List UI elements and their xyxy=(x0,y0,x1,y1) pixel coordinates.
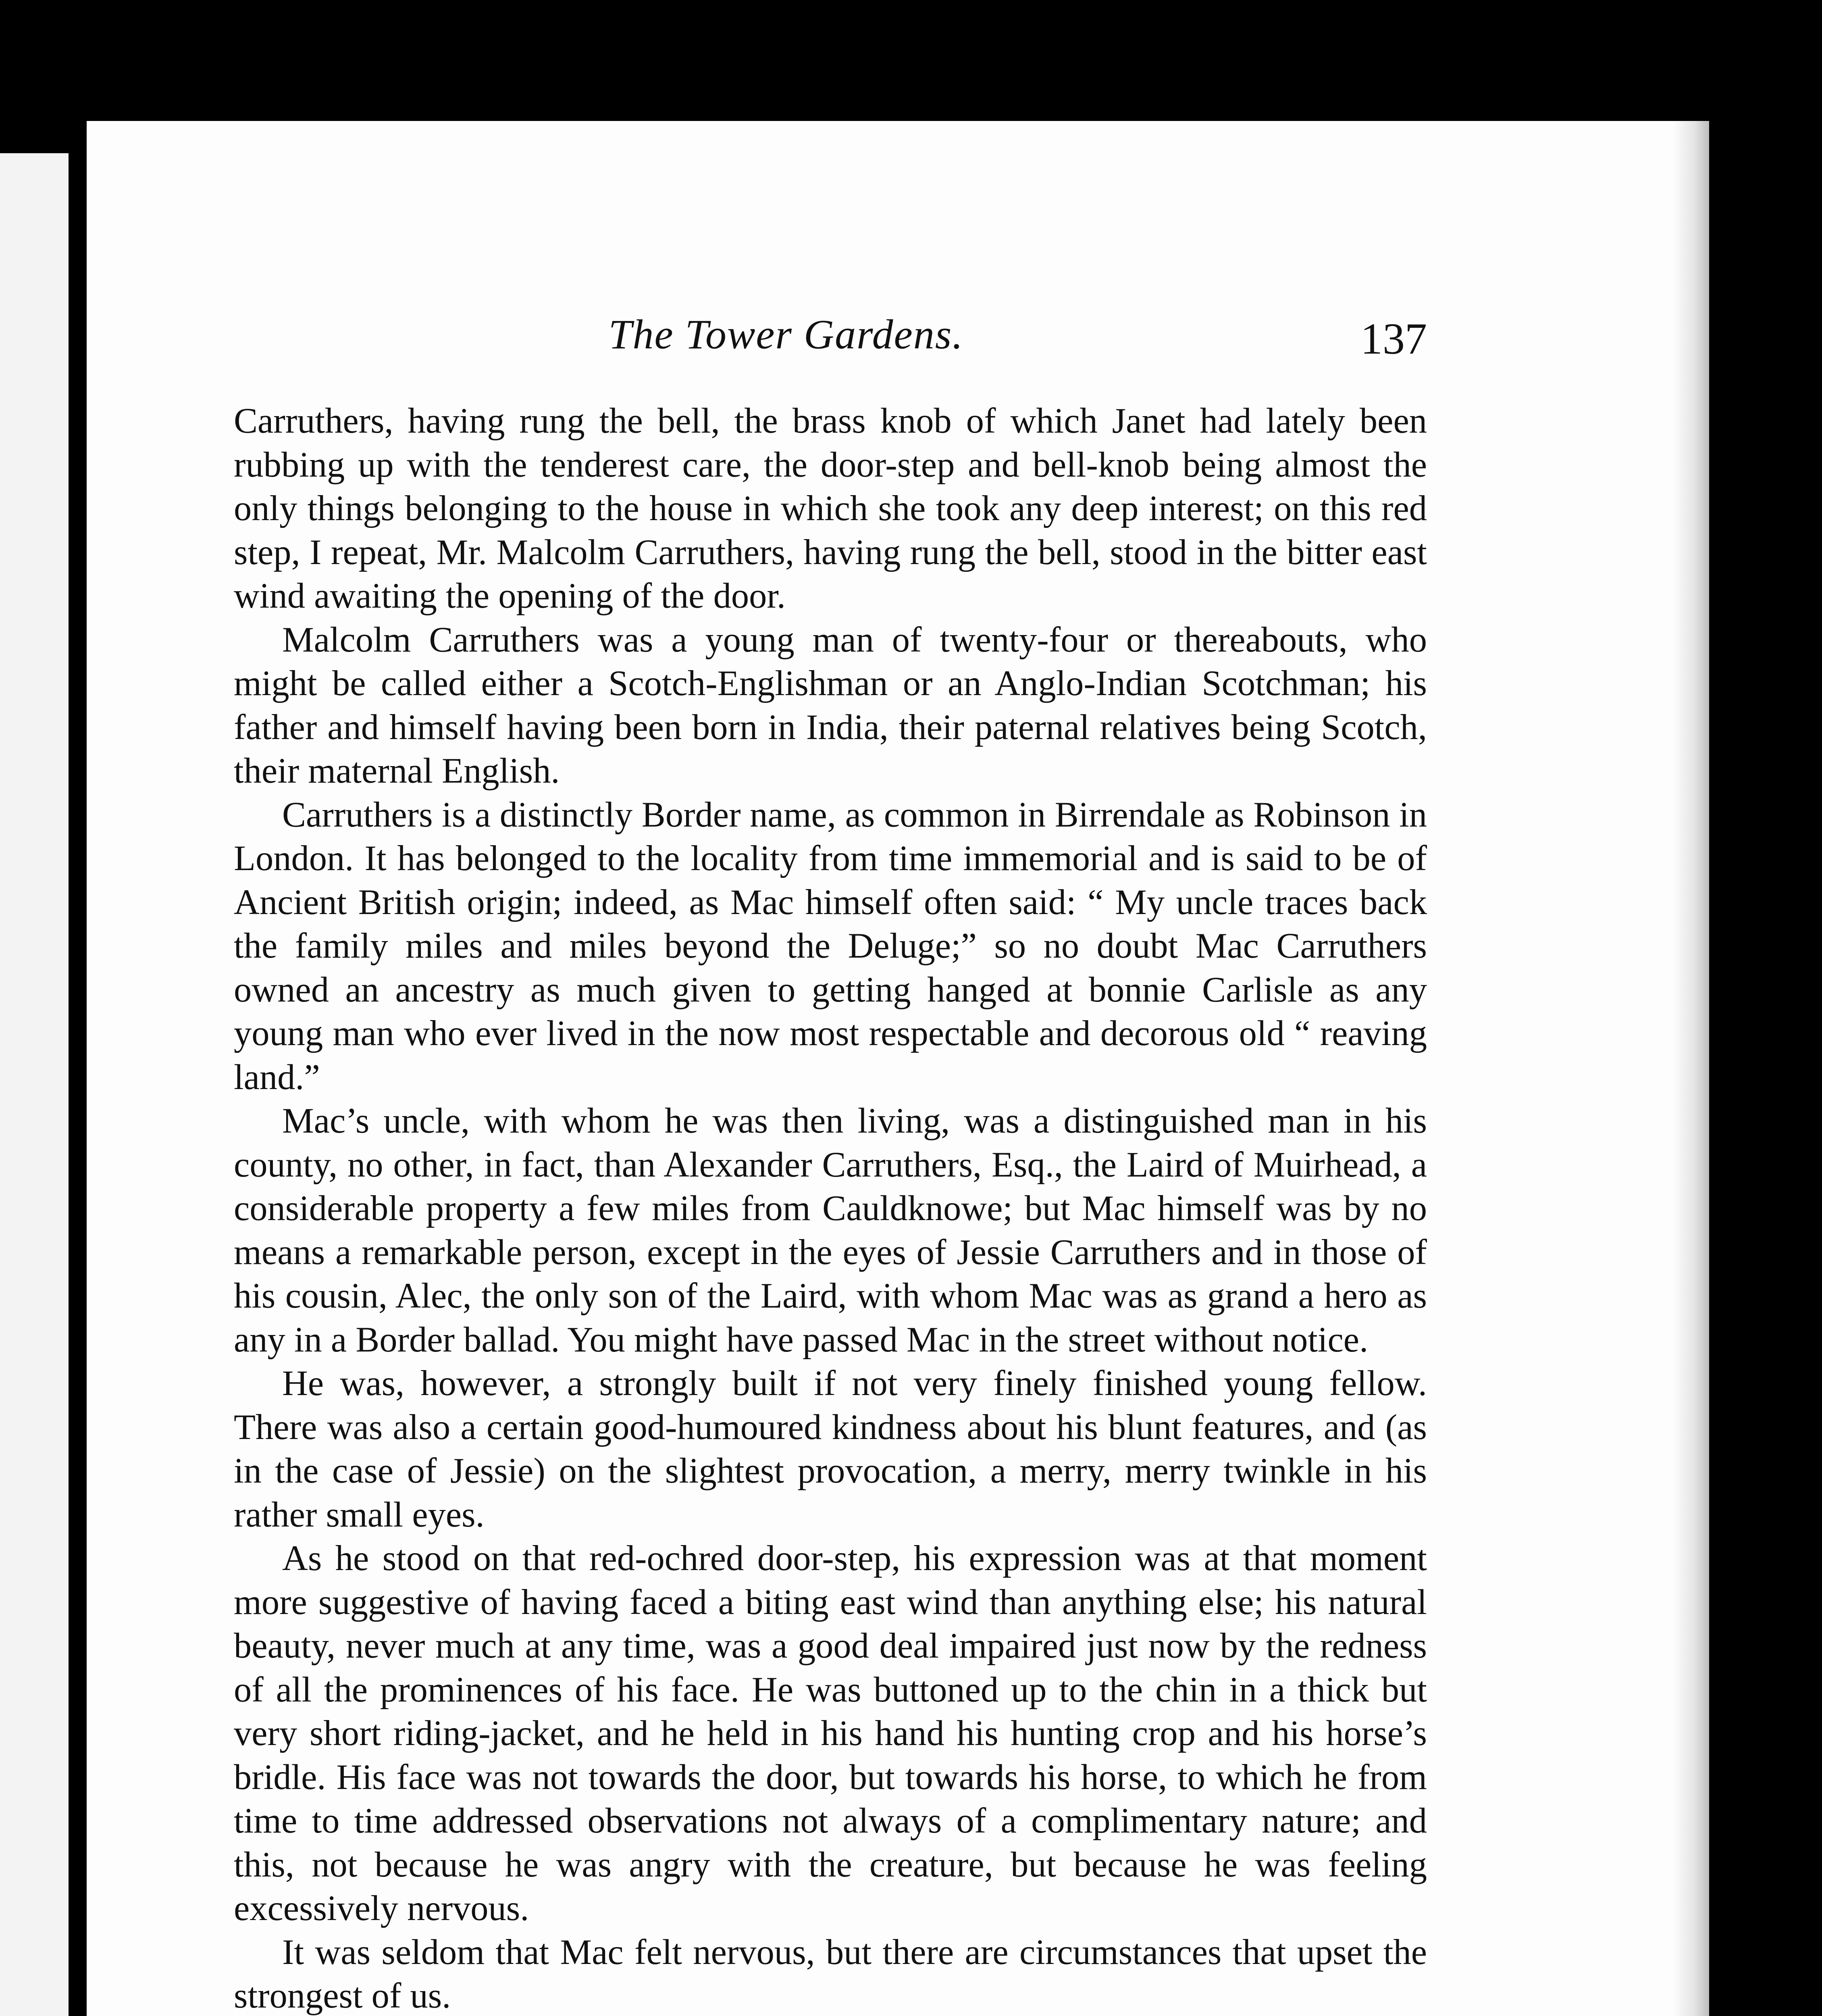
page-number: 137 xyxy=(1360,314,1427,363)
page-edge-shadow xyxy=(1673,121,1709,2016)
previous-page-edge xyxy=(0,153,69,2016)
running-header xyxy=(145,194,1427,363)
paragraph: Malcolm Carruthers was a young man of twenty-four or thereabouts, who might be called either a Scotch-Englishman or an Anglo-Indian Scotchman; his father and himself having been born in India, their paternal relatives being Scotch, their maternal English. xyxy=(234,620,1427,791)
body-text xyxy=(234,399,1427,2016)
running-header-title: The Tower Gardens. xyxy=(608,311,964,358)
paragraph: As he stood on that red-ochred door-step, his expression was at that moment more suggestive of having faced a biting east wind than anything else; his natural beauty, never much at any time, was a good deal impaired just now by the redness of all the prominences of his face. He was buttoned up to the chin in a thick but very short riding-jacket, and he held in his hand his hunting crop and his horse’s bridle. His face was not towards the door, but towards his horse, to which he from time to time addressed observations not always of a complimentary nature; and this, not because he was angry with the creature, but because he was feeling excessively nervous. xyxy=(234,1539,1427,1928)
paragraph: Carruthers, having rung the bell, the brass knob of which Janet had lately been rubbing up with the tenderest care, the door-step and bell-knob being almost the only things belonging to the house in which she took any deep interest; on this red step, I repeat, Mr. Malcolm Carruthers, having rung the bell, stood in the bitter east wind awaiting the opening of the door. xyxy=(234,401,1427,616)
paragraph: It was seldom that Mac felt nervous, but there are circumstances that upset the strongest of us. xyxy=(234,1932,1427,2016)
paragraph: He was, however, a strongly built if not very finely finished young fellow. There was also a certain good-humoured kindness about his blunt features, and (as in the case of Jessie) on the slightest provocation, a merry, merry twinkle in his rather small eyes. xyxy=(234,1364,1427,1535)
paragraph: Carruthers is a distinctly Border name, as common in Birrendale as Robinson in London. It has belonged to the locality from time immemorial and is said to be of Ancient British origin; indeed, as Mac himself often said: “ My uncle traces back the family miles and miles beyond the Deluge;” so no doubt Mac Carruthers owned an ancestry as much given to getting hanged at bonnie Carlisle as any young man who ever lived in the now most respectable and decorous old “ reaving land.” xyxy=(234,795,1427,1097)
paragraph: Mac’s uncle, with whom he was then living, was a distinguished man in his county, no other, in fact, than Alexander Carruthers, Esq., the Laird of Muirhead, a considerable property a few miles from Cauldknowe; but Mac himself was by no means a remarkable person, except in the eyes of Jessie Carruthers and in those of his cousin, Alec, the only son of the Laird, with whom Mac was as grand a hero as any in a Border ballad. You might have passed Mac in the street without notice. xyxy=(234,1101,1427,1360)
